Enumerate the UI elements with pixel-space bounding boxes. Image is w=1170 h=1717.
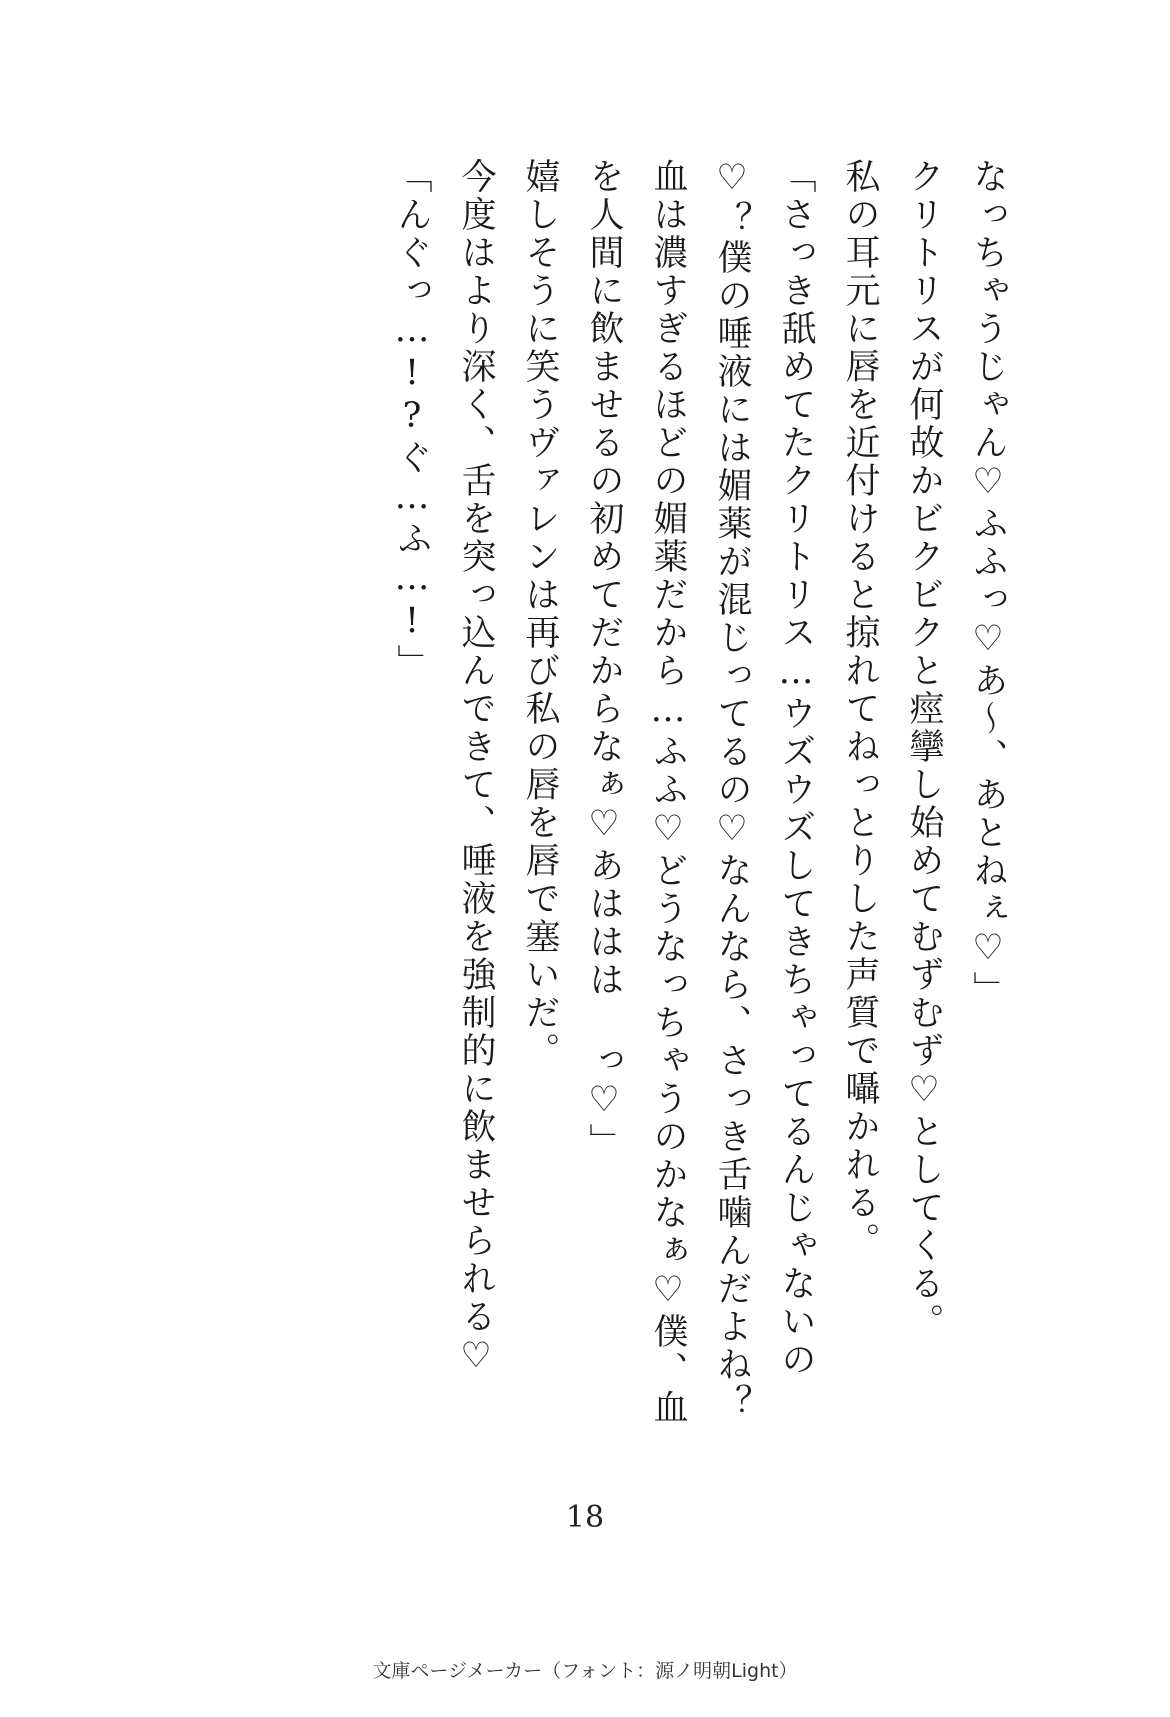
paragraph: 「さっき舐めてたクリトリス…ウズウズしてきちゃってるんじゃないの♡？僕の唾液には媚薬が混じってるの♡なんなら、さっき舌噛んだよね？血は濃すぎるほどの媚薬だから…ふふ♡どうなっちゃうのかなぁ♡僕、血を人間に飲ませるの初めてだからなぁ♡あははは っ♡」 (584, 158, 816, 1427)
page-number: 18 (565, 1500, 605, 1535)
vertical-text-body (120, 158, 1020, 1438)
paragraph: 私の耳元に唇を近付けると掠れてねっとりした声質で囁かれる。 (840, 158, 880, 1260)
paragraph: 嬉しそうに笑うヴァレンは再び私の唇を唇で塞いだ。 (520, 158, 560, 1070)
paragraph: なっちゃうじゃん♡ふふっ♡あ〜、あとねぇ♡」 (968, 158, 1008, 1009)
paragraph: 「んぐっ…!?ぐ…ふ…!」 (392, 158, 432, 682)
paragraph: クリトリスが何故かビクビクと痙攣し始めてむずむず♡としてくる。 (904, 158, 944, 1341)
paragraph: 今度はより深く、舌を突っ込んできて、唾液を強制的に飲ませられる♡ (456, 158, 496, 1379)
footer-credit: 文庫ページメーカー（フォント：源ノ明朝Light） (372, 1660, 798, 1682)
